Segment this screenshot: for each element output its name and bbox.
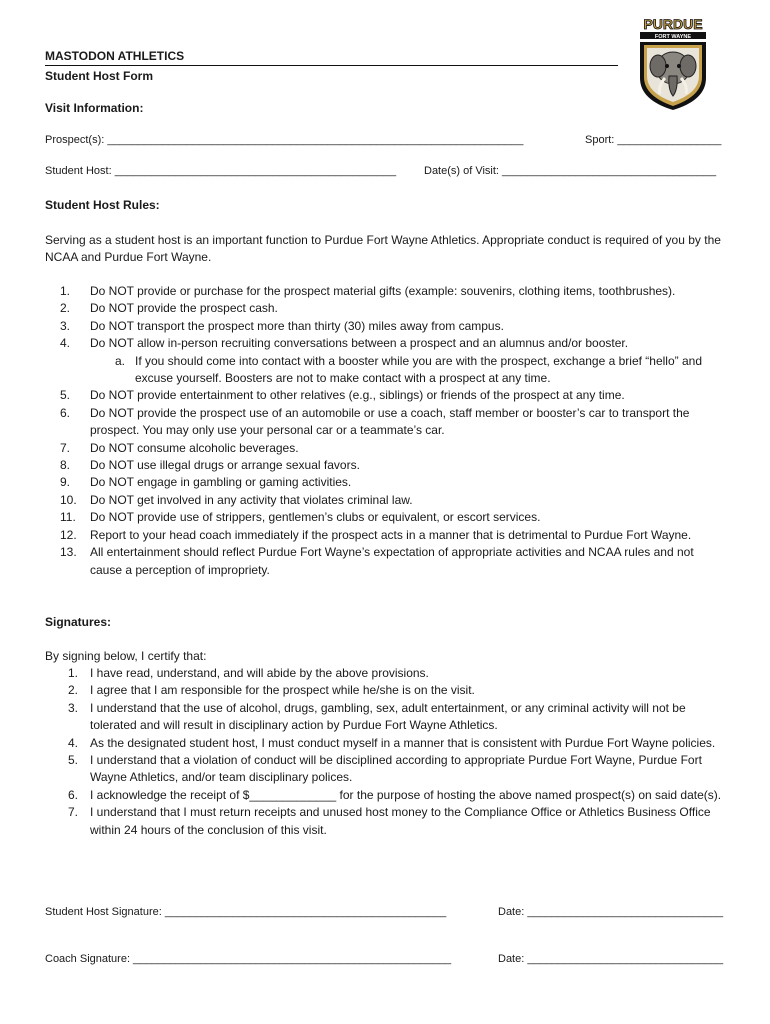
prospect-field[interactable]: Prospect(s): ____________________________________________________________________ — [45, 134, 524, 146]
rules-intro: Serving as a student host is an important function to Purdue Fort Wayne Athletics. Appropriate conduct is required of you by the NCAA and Purdue Fort Wayne. — [45, 233, 721, 265]
rules-heading: Student Host Rules: — [45, 198, 160, 212]
certify-intro: By signing below, I certify that: — [45, 649, 207, 663]
list-item: 7. Do NOT consume alcoholic beverages. — [60, 440, 299, 455]
list-item: 3. I understand that the use of alcohol, drugs, gambling, sex, adult entertainment, or any criminal activity will not be tolerated and will result in disciplinary action by Purdue Fort Wayne Athletics. — [68, 700, 686, 733]
sub-list-item: a. If you should come into contact with a booster while you are with the prospect, exchange a brief “hello” and excuse yourself. Boosters are not to make contact with a prospect at any time. — [115, 353, 702, 386]
logo-wordmark: PURDUE — [643, 16, 703, 32]
sport-field[interactable]: Sport: _________________ — [585, 134, 722, 146]
coach-date-field[interactable]: Date: ________________________________ — [498, 953, 724, 965]
list-item: 1. I have read, understand, and will abide by the above provisions. — [68, 666, 429, 680]
list-item: 1. Do NOT provide or purchase for the prospect material gifts (example: souvenirs, clothing items, toothbrushes). — [60, 284, 676, 298]
list-item: 12. Report to your head coach immediately if the prospect acts in a manner that is detrimental to Purdue Fort Wayne. — [60, 527, 692, 542]
list-item: 4. Do NOT allow in-person recruiting conversations between a prospect and an alumnus and/or booster. — [60, 336, 629, 351]
logo-subtext: FORT WAYNE — [654, 34, 692, 40]
visit-info-heading: Visit Information: — [45, 101, 144, 115]
list-item: 6. Do NOT provide the prospect use of an automobile or use a coach, staff member or booster’s car to transport the prospect. You may only use your personal car or a teammate’s car. — [60, 405, 690, 438]
list-item: 5. I understand that a violation of conduct will be disciplined according to appropriate Purdue Fort Wayne, Purdue Fort Wayne Athletics, and/or team disciplinary polices. — [68, 753, 702, 785]
list-item: 6. I acknowledge the receipt of $_____________ for the purpose of hosting the above named prospect(s) on said date(s). — [68, 787, 722, 802]
list-item: 2. I agree that I am responsible for the prospect while he/she is on the visit. — [68, 683, 475, 698]
signatures-heading: Signatures: — [45, 615, 112, 629]
student-host-signature-field[interactable]: Student Host Signature: ______________________________________________ — [45, 906, 447, 918]
list-item: 7. I understand that I must return receipts and unused host money to the Compliance Office or Athletics Business Office within 24 hours of the conclusion of this visit. — [68, 805, 711, 837]
student-host-date-field[interactable]: Date: ________________________________ — [498, 906, 724, 918]
purdue-fort-wayne-logo — [634, 16, 712, 112]
list-item: 9. Do NOT engage in gambling or gaming activities. — [60, 475, 352, 490]
org-title: MASTODON ATHLETICS — [45, 49, 185, 63]
header-divider — [45, 65, 618, 66]
list-item: 11. Do NOT provide use of strippers, gentlemen’s clubs or equivalent, or escort services. — [60, 510, 541, 525]
rules-list — [45, 283, 725, 579]
visit-dates-field[interactable]: Date(s) of Visit: ___________________________________ — [424, 165, 717, 177]
list-item: 2. Do NOT provide the prospect cash. — [60, 301, 278, 316]
coach-signature-field[interactable]: Coach Signature: ____________________________________________________ — [45, 953, 452, 965]
student-host-field[interactable]: Student Host: ______________________________________________ — [45, 165, 397, 177]
list-item: 5. Do NOT provide entertainment to other relatives (e.g., siblings) or friends of the prospect at any time. — [60, 388, 625, 403]
list-item: 8. Do NOT use illegal drugs or arrange sexual favors. — [60, 458, 360, 473]
list-item: 13. All entertainment should reflect Purdue Fort Wayne’s expectation of appropriate activities and NCAA rules and not cause a perception of impropriety. — [60, 545, 694, 577]
certify-list — [45, 665, 725, 839]
list-item: 3. Do NOT transport the prospect more than thirty (30) miles away from campus. — [60, 318, 504, 333]
list-item: 10. Do NOT get involved in any activity that violates criminal law. — [60, 492, 413, 507]
form-title: Student Host Form — [45, 69, 153, 83]
list-item: 4. As the designated student host, I must conduct myself in a manner that is consistent with Purdue Fort Wayne policies. — [68, 735, 716, 750]
